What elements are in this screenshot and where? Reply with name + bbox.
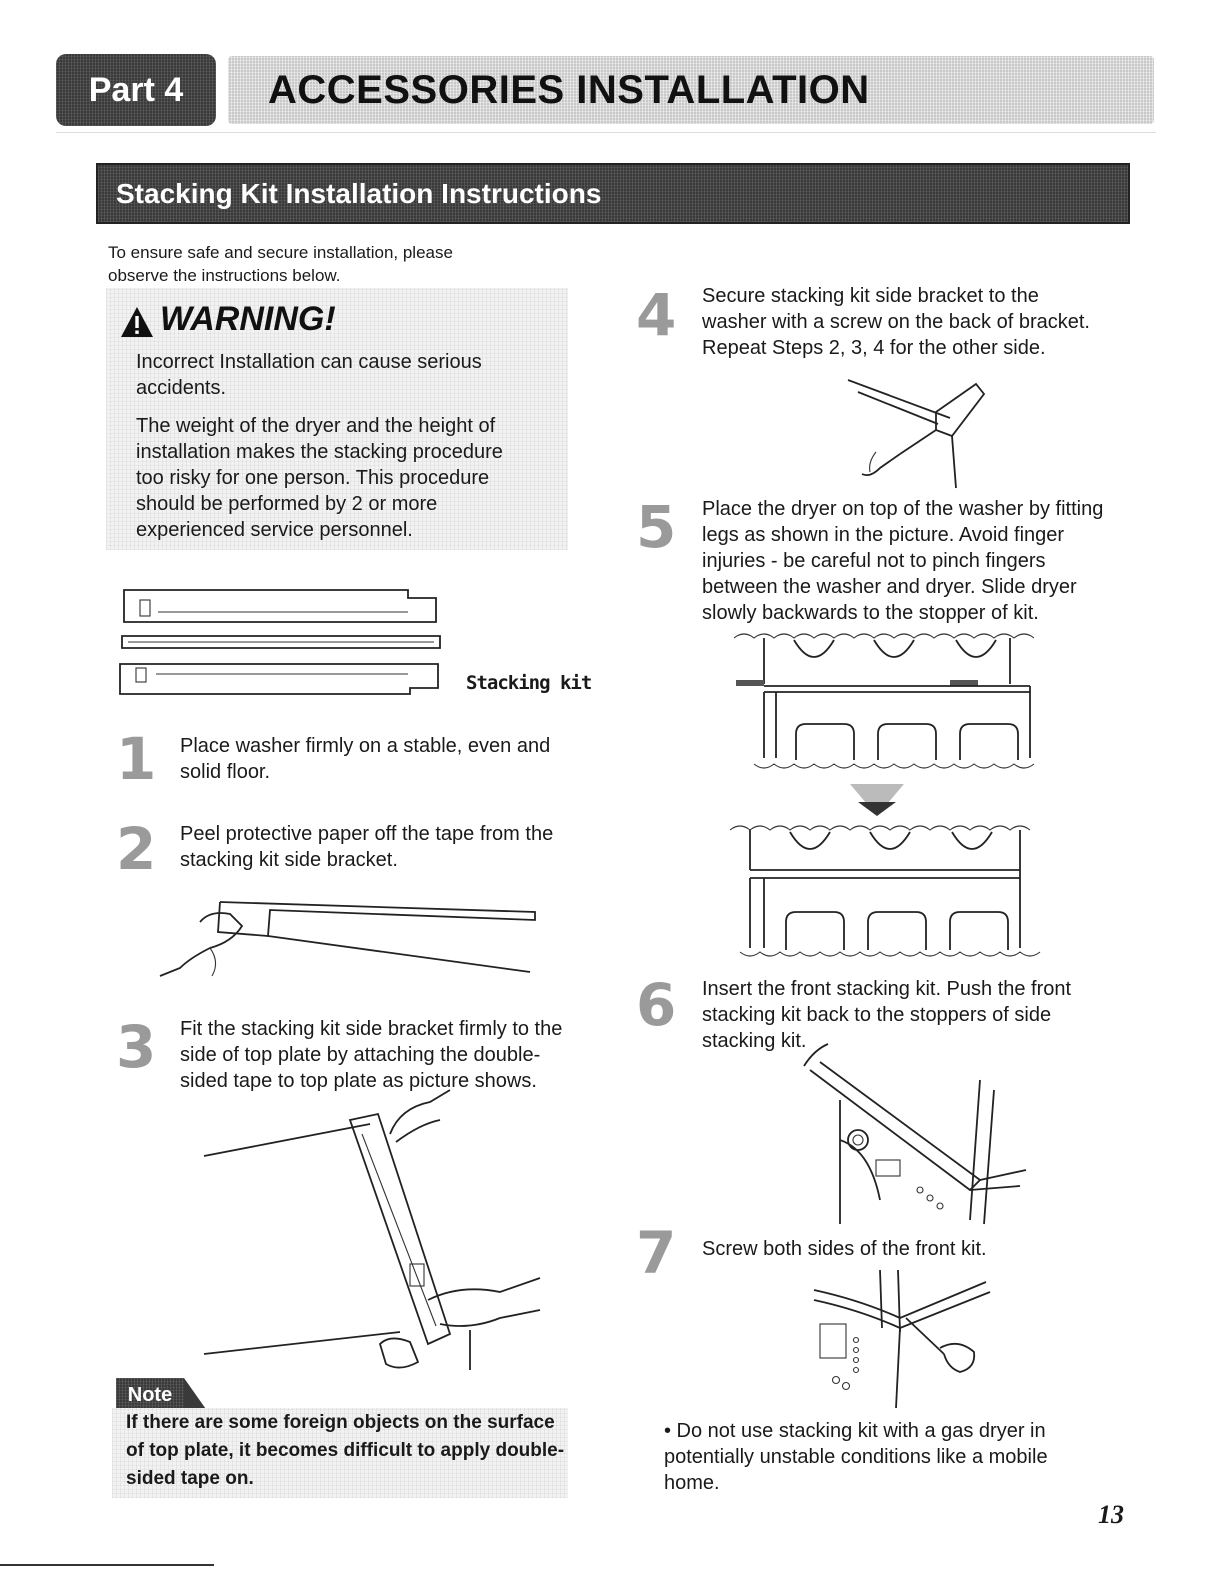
note-line: If there are some foreign objects on the surface (126, 1412, 555, 1433)
note-line: of top plate, it becomes difficult to apply double- (126, 1440, 565, 1461)
warning-triangle-icon (120, 306, 154, 338)
step-2-line: Peel protective paper off the tape from the (180, 823, 554, 845)
front-kit-illustration (780, 1040, 1030, 1226)
kit-caption: Stacking kit (466, 672, 592, 694)
stacking-kit-illustration (118, 582, 448, 702)
fit-bracket-illustration (200, 1094, 550, 1374)
step-4-line: Secure stacking kit side bracket to the (702, 285, 1039, 307)
step-7-line: Screw both sides of the front kit. (702, 1238, 987, 1260)
note-label: Note (127, 1384, 173, 1406)
step-number-1: 1 (116, 725, 157, 793)
step-1-line: solid floor. (180, 761, 271, 783)
bullet-line: • Do not use stacking kit with a gas dryer in (664, 1420, 1046, 1442)
step-6-line: stacking kit. (702, 1030, 807, 1052)
page-title: ACCESSORIES INSTALLATION (268, 68, 870, 112)
step-number-7: 7 (636, 1219, 677, 1287)
warning-line: accidents. (136, 377, 227, 399)
stack-dryer-illustration-before (734, 630, 1044, 772)
header-divider (56, 132, 1156, 133)
part-label: Part 4 (88, 71, 184, 109)
warning-line: should be performed by 2 or more (136, 493, 438, 515)
step-5-line: legs as shown in the picture. Avoid finger (702, 524, 1065, 546)
step-number-3: 3 (116, 1013, 157, 1081)
step-number-6: 6 (636, 971, 677, 1039)
warning-line: installation makes the stacking procedure (136, 441, 503, 463)
intro-line-1: To ensure safe and secure installation, please (108, 243, 453, 262)
step-number-4: 4 (636, 281, 677, 349)
step-4-line: washer with a screw on the back of bracket. (702, 311, 1090, 333)
bullet-line: home. (664, 1472, 720, 1494)
warning-heading: WARNING! (160, 300, 336, 338)
step-5-line: between the washer and dryer. Slide dryer (702, 576, 1077, 598)
intro-line-2: observe the instructions below. (108, 266, 341, 285)
peel-tape-illustration (150, 892, 540, 992)
warning-line: experienced service personnel. (136, 519, 413, 541)
down-arrow-icon (848, 782, 906, 818)
step-3-line: sided tape to top plate as picture shows. (180, 1070, 537, 1092)
warning-line: Incorrect Installation can cause serious (136, 351, 482, 373)
stack-dryer-illustration-after (730, 822, 1040, 962)
warning-line: too risky for one person. This procedure (136, 467, 490, 489)
step-3-line: side of top plate by attaching the double- (180, 1044, 541, 1066)
note-line: sided tape on. (126, 1468, 254, 1489)
screw-front-kit-illustration (810, 1268, 1000, 1410)
step-2-line: stacking kit side bracket. (180, 849, 398, 871)
warning-line: The weight of the dryer and the height of (136, 415, 496, 437)
step-6-line: stacking kit back to the stoppers of side (702, 1004, 1052, 1026)
page-number: 13 (1098, 1500, 1124, 1529)
step-5-line: slowly backwards to the stopper of kit. (702, 602, 1039, 624)
section-title: Stacking Kit Installation Instructions (116, 178, 602, 209)
step-4-line: Repeat Steps 2, 3, 4 for the other side. (702, 337, 1046, 359)
step-5-line: injuries - be careful not to pinch fingers (702, 550, 1046, 572)
step-number-2: 2 (116, 815, 157, 883)
footer-rule (0, 1564, 214, 1566)
step-number-5: 5 (636, 493, 677, 561)
step-5-line: Place the dryer on top of the washer by fitting (702, 498, 1104, 520)
note-tab-corner (184, 1378, 208, 1412)
screw-bracket-illustration (840, 378, 990, 490)
step-1-line: Place washer firmly on a stable, even and (180, 735, 551, 757)
step-3-line: Fit the stacking kit side bracket firmly to the (180, 1018, 563, 1040)
bullet-line: potentially unstable conditions like a mobile (664, 1446, 1048, 1468)
step-6-line: Insert the front stacking kit. Push the front (702, 978, 1072, 1000)
